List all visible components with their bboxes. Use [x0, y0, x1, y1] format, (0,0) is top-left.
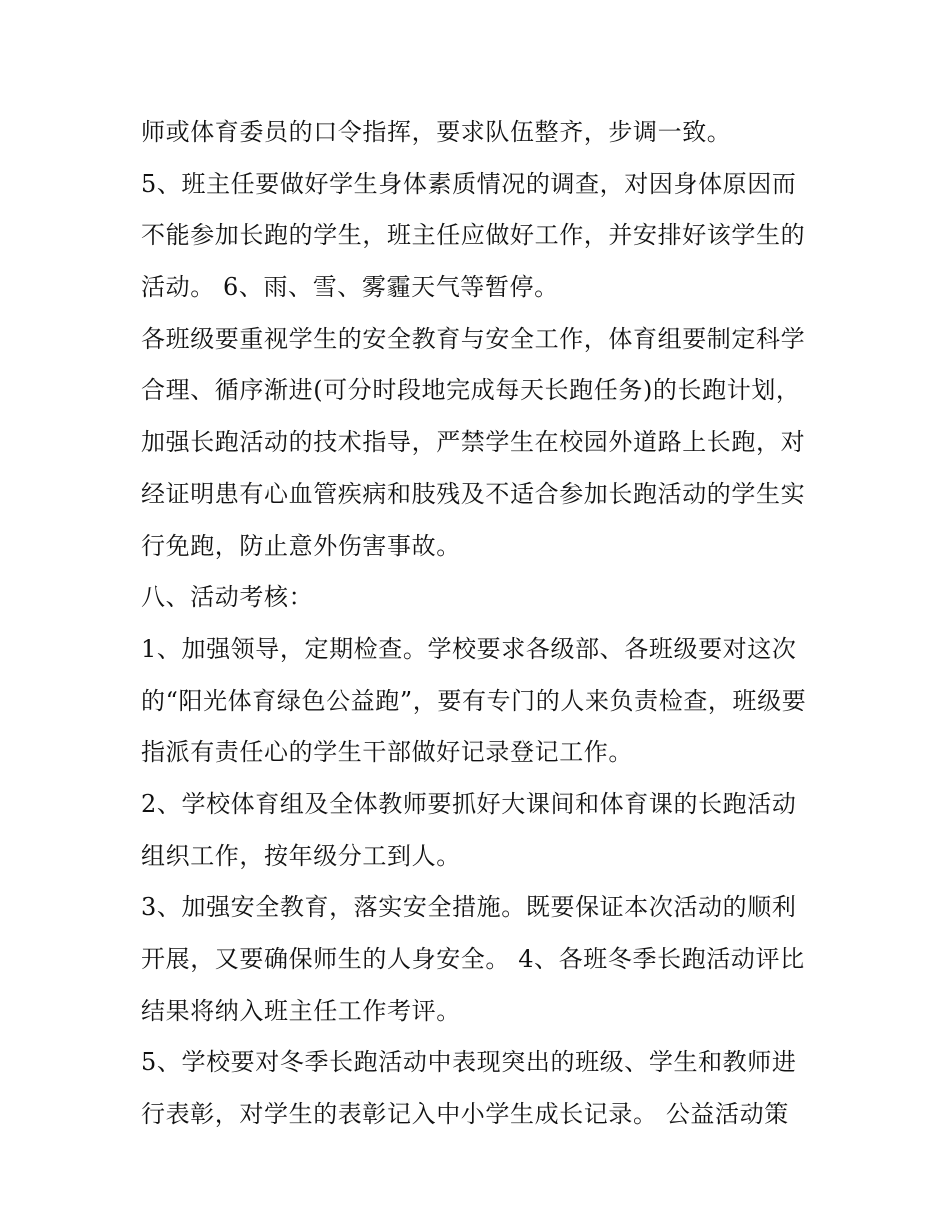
- text-line: 指派有责任心的学生干部做好记录登记工作。: [141, 738, 633, 767]
- text-line: 加强长跑活动的技术指导，严禁学生在校园外道路上长跑，对: [141, 428, 806, 457]
- text-line: 3、加强安全教育，落实安全措施。既要保证本次活动的顺利: [141, 893, 797, 922]
- text-line: 活动。 6、雨、雪、雾霾天气等暂停。: [141, 273, 559, 302]
- text-line: 5、班主任要做好学生身体素质情况的调查，对因身体原因而: [141, 169, 797, 198]
- text-line: 开展，又要确保师生的人身安全。 4、各班冬季长跑活动评比: [141, 945, 805, 973]
- text-line: 行表彰，对学生的表彰记入中小学生成长记录。 公益活动策: [141, 1100, 789, 1129]
- text-line: 5、学校要对冬季长跑活动中表现突出的班级、学生和教师进: [141, 1048, 797, 1077]
- text-line: 的“阳光体育绿色公益跑”，要有专门的人来负责检查，班级要: [141, 686, 807, 715]
- text-line: 2、学校体育组及全体教师要抓好大课间和体育课的长跑活动: [141, 789, 797, 818]
- text-line: 各班级要重视学生的安全教育与安全工作，体育组要制定科学: [141, 324, 806, 353]
- text-line: 不能参加长跑的学生，班主任应做好工作，并安排好该学生的: [141, 221, 806, 250]
- text-line: 行免跑，防止意外伤害事故。: [141, 531, 461, 560]
- text-line: 结果将纳入班主任工作考评。: [141, 996, 461, 1025]
- text-line: 师或体育委员的口令指挥，要求队伍整齐，步调一致。: [141, 118, 732, 146]
- text-line: 经证明患有心血管疾病和肢残及不适合参加长跑活动的学生实: [141, 479, 806, 508]
- text-line: 1、加强领导，定期检查。学校要求各级部、各班级要对这次: [141, 634, 797, 663]
- text-line: 组织工作，按年级分工到人。: [141, 841, 461, 870]
- document-body: [141, 107, 813, 1141]
- section-heading: 八、活动考核：: [141, 583, 314, 612]
- text-line: 合理、循序渐进(可分时段地完成每天长跑任务)的长跑计划，: [141, 376, 801, 405]
